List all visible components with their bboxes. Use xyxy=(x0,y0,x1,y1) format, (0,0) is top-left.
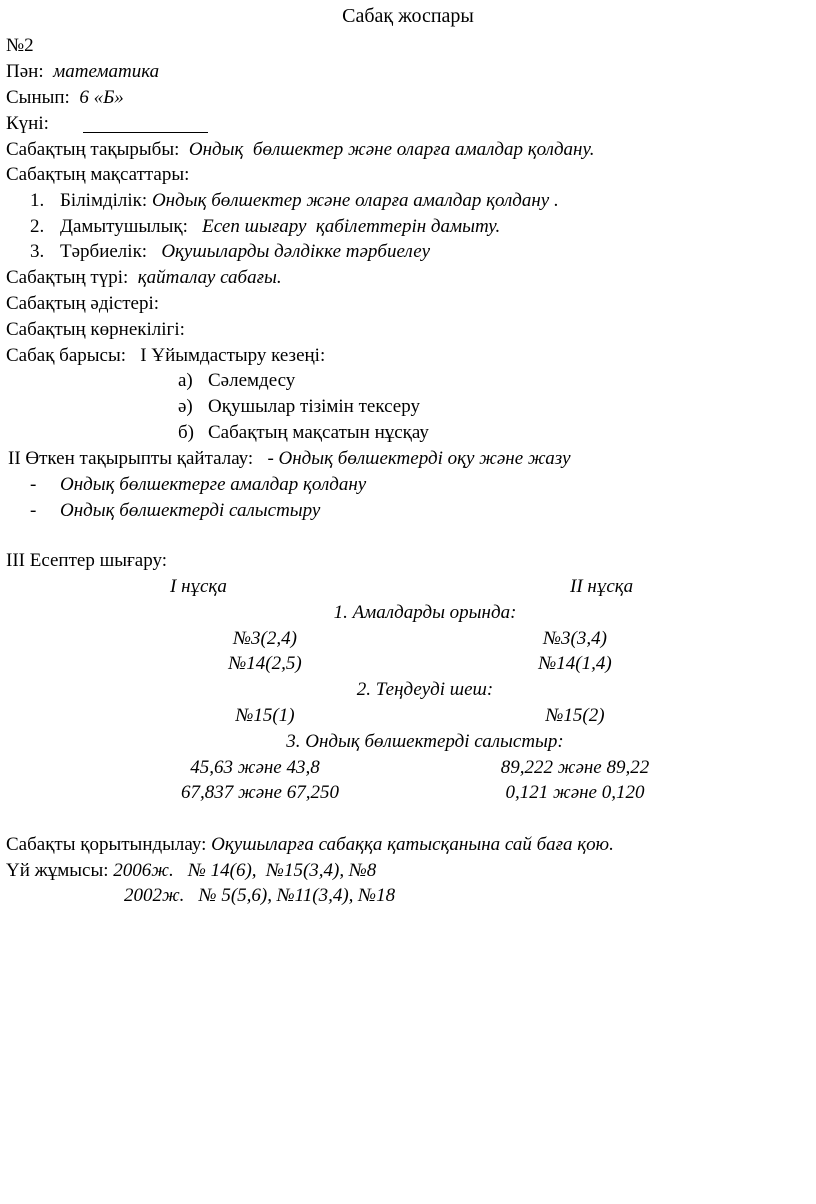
date-label: Күні: xyxy=(6,113,49,134)
topic-row xyxy=(6,138,594,162)
task-cell: №15(2) xyxy=(545,705,605,726)
goal-number: 2. xyxy=(30,216,45,237)
homework-row xyxy=(6,859,376,883)
homework-line-1: 2006ж. № 14(6), №15(3,4), №8 xyxy=(113,860,377,881)
lesson-type-row xyxy=(6,266,282,290)
goal-value: Есеп шығару қабілеттерін дамыту. xyxy=(202,216,501,237)
goal-label: Білімділік: xyxy=(60,190,148,211)
lesson-type-label: Сабақтың түрі: xyxy=(6,267,129,288)
step-letter: б) xyxy=(178,422,194,443)
process-row xyxy=(6,344,325,368)
subject-value: математика xyxy=(53,61,160,82)
lesson-number: №2 xyxy=(6,35,34,56)
grade-label: Сынып: xyxy=(6,87,70,108)
date-blank-line xyxy=(83,116,208,133)
task-cell: 0,121 және 0,120 xyxy=(505,782,645,803)
goal-label: Дамытушылық: xyxy=(60,216,188,237)
homework-line-2: 2002ж. № 5(5,6), №11(3,4), №18 xyxy=(124,885,396,906)
variant-2-heading: II нұсқа xyxy=(570,576,634,597)
step-letter: ә) xyxy=(178,396,193,417)
task-cell: №3(3,4) xyxy=(543,628,607,649)
subject-row xyxy=(6,60,159,84)
subject-label: Пән: xyxy=(6,61,44,82)
task-cell: №14(2,5) xyxy=(228,653,302,674)
task-cell: 89,222 және 89,22 xyxy=(500,757,650,778)
date-row xyxy=(6,112,49,136)
process-label: Сабақ барысы: xyxy=(6,345,127,366)
variant-1-heading: I нұсқа xyxy=(170,576,227,597)
goal-value: Оқушыларды дәлдікке тәрбиелеу xyxy=(161,241,431,262)
step-text: Оқушылар тізімін тексеру xyxy=(208,396,420,417)
summary-value: Оқушыларға сабаққа қатысқанына сай баға қою. xyxy=(211,834,614,855)
task-cell: 45,63 және 43,8 xyxy=(190,757,320,778)
problems-label: III Есептер шығару: xyxy=(6,550,167,571)
task-cell: 67,837 және 67,250 xyxy=(181,782,339,803)
process-stage-1: I Ұйымдастыру кезеңі: xyxy=(140,345,326,366)
step-letter: а) xyxy=(178,370,193,391)
goals-label: Сабақтың мақсаттары: xyxy=(6,164,190,185)
review-row xyxy=(8,447,571,471)
grade-value: 6 «Б» xyxy=(79,87,124,108)
homework-label: Үй жұмысы: xyxy=(6,860,109,881)
summary-row xyxy=(6,833,614,857)
task-cell: №15(1) xyxy=(235,705,295,726)
review-first-item: - Ондық бөлшектерді оқу және жазу xyxy=(267,448,571,469)
task-1-heading: 1. Амалдарды орында: xyxy=(333,602,517,623)
lesson-type-value: қайталау сабағы. xyxy=(137,267,282,288)
step-text: Сәлемдесу xyxy=(208,370,296,391)
task-cell: №3(2,4) xyxy=(233,628,297,649)
goal-number: 1. xyxy=(30,190,45,211)
task-3-heading: 3. Ондық бөлшектерді салыстыр: xyxy=(286,731,564,752)
goal-label: Тәрбиелік: xyxy=(60,241,148,262)
task-2-heading: 2. Теңдеуді шеш: xyxy=(356,679,494,700)
goal-value: Ондық бөлшектер және оларға амалдар қолдану . xyxy=(151,190,559,211)
review-item-text: Ондық бөлшектерді салыстыру xyxy=(60,500,321,521)
topic-value: Ондық бөлшектер және оларға амалдар қолдану. xyxy=(188,139,595,160)
goal-number: 3. xyxy=(30,241,45,262)
grade-row xyxy=(6,86,124,110)
review-item-text: Ондық бөлшектерге амалдар қолдану xyxy=(60,474,367,495)
summary-label: Сабақты қорытындылау: xyxy=(6,834,207,855)
topic-label: Сабақтың тақырыбы: xyxy=(6,139,180,160)
visuals-label: Сабақтың көрнекілігі: xyxy=(6,319,185,340)
review-label: II Өткен тақырыпты қайталау: xyxy=(8,448,254,469)
methods-label: Сабақтың әдістері: xyxy=(6,293,160,314)
task-cell: №14(1,4) xyxy=(538,653,612,674)
page-title: Сабақ жоспары xyxy=(342,5,474,27)
step-text: Сабақтың мақсатын нұсқау xyxy=(208,422,429,443)
